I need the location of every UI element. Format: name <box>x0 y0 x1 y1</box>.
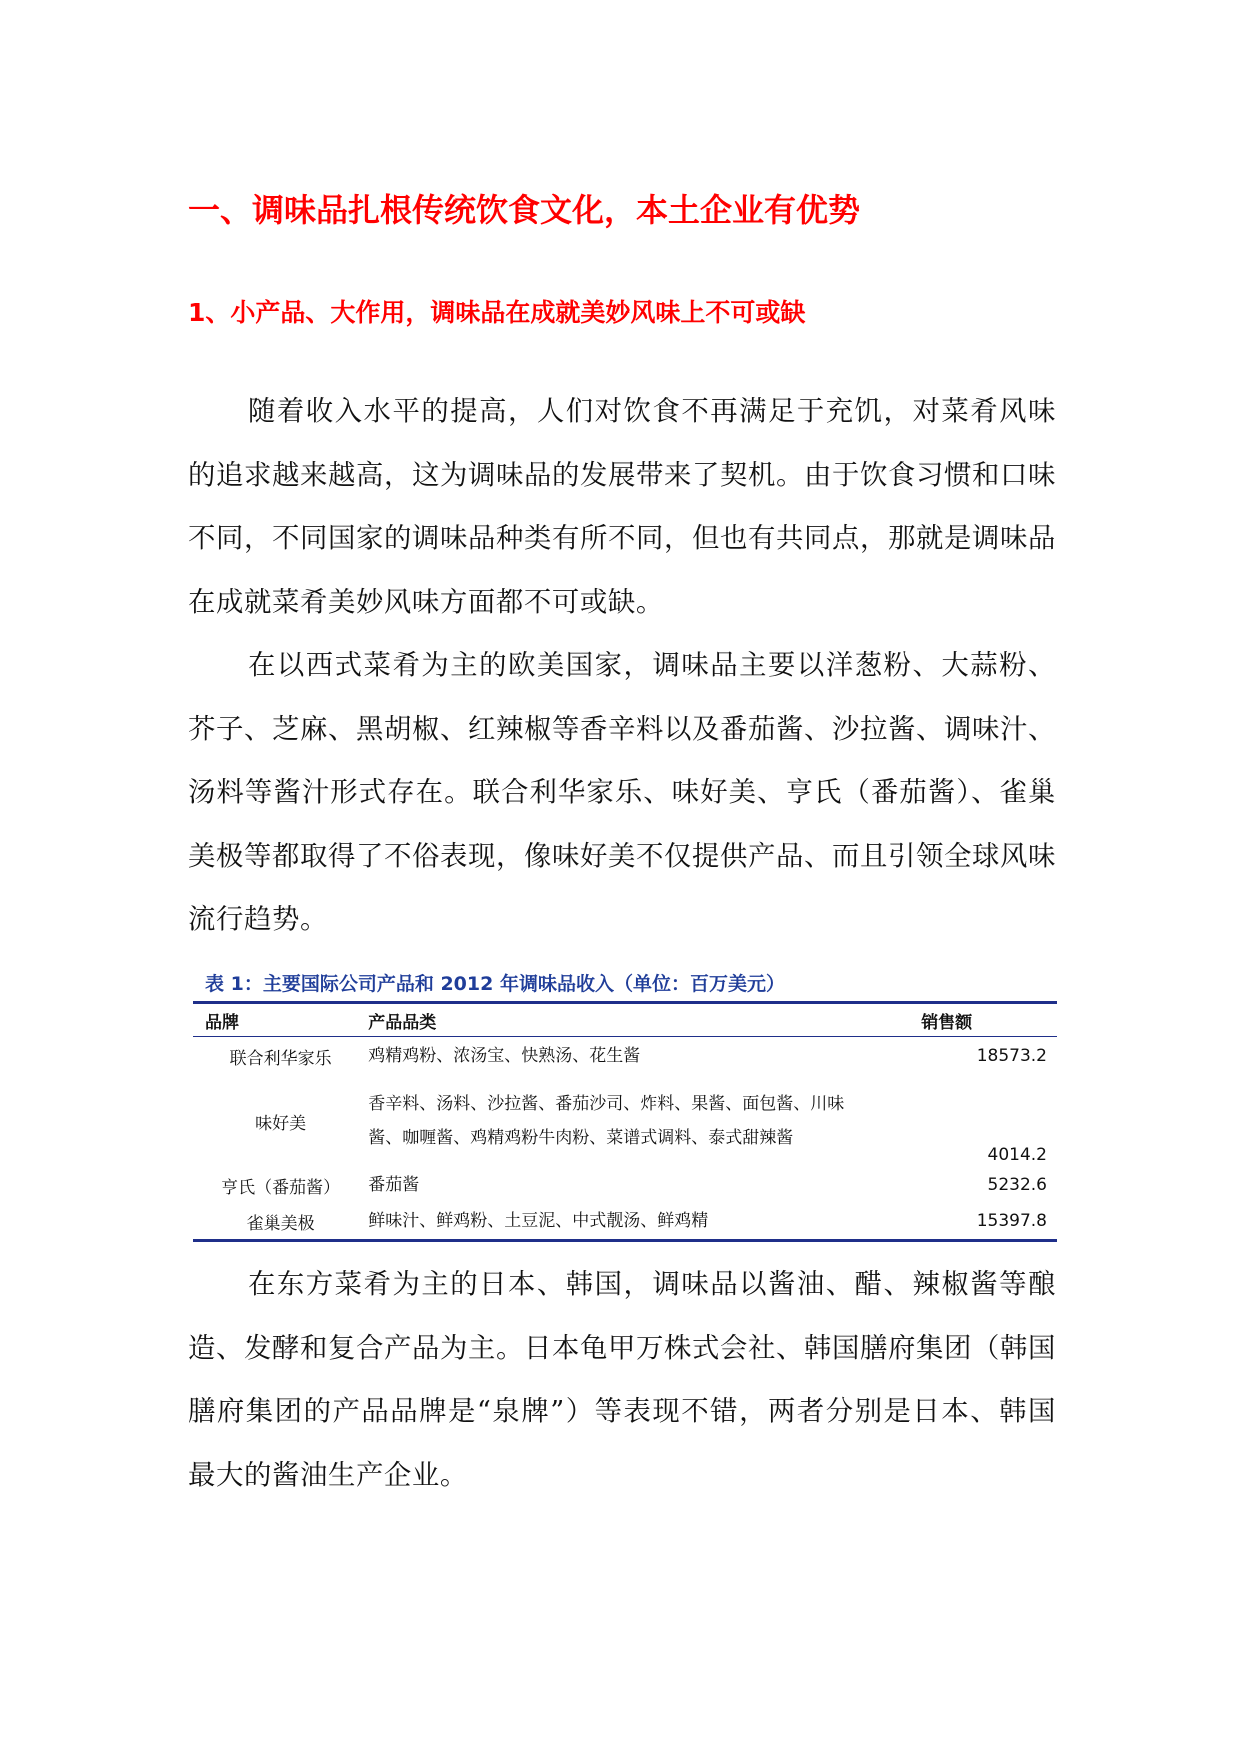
table-row <box>193 1167 1057 1203</box>
table-row <box>193 1075 1057 1167</box>
table-row <box>193 1037 1057 1076</box>
cell-brand: 味好美 <box>255 1113 307 1134</box>
table-caption: 表 1：主要国际公司产品和 2012 年调味品收入（单位：百万美元） <box>205 973 785 995</box>
table-header-row <box>193 1004 1057 1037</box>
cell-sales: 15397.8 <box>909 1203 1057 1241</box>
cell-category <box>368 1075 909 1167</box>
cell-sales: 5232.6 <box>987 1175 1047 1195</box>
header-category: 产品品类 <box>368 1004 909 1037</box>
cell-category: 鸡精鸡粉、浓汤宝、快熟汤、花生酱 <box>368 1046 641 1066</box>
cell-brand: 亨氏（番茄酱） <box>221 1177 341 1198</box>
cell-category-line: 酱、咖喱酱、鸡精鸡粉牛肉粉、菜谱式调料、泰式甜辣酱 <box>368 1128 794 1148</box>
cell-category-line: 香辛料、汤料、沙拉酱、番茄沙司、炸料、果酱、面包酱、川味 <box>368 1094 845 1114</box>
cell-category: 番茄酱 <box>368 1175 420 1195</box>
table-body <box>193 1004 1057 1242</box>
section-heading: 一、调味品扎根传统饮食文化，本土企业有优势 <box>188 191 861 229</box>
cell-brand: 联合利华家乐 <box>229 1048 332 1069</box>
cell-sales: 18573.2 <box>976 1046 1047 1066</box>
cell-brand: 雀巢美极 <box>193 1203 368 1241</box>
header-sales: 销售额 <box>909 1004 1057 1037</box>
subsection-heading: 1、小产品、大作用，调味品在成就美妙风味上不可或缺 <box>188 298 806 327</box>
cell-category: 鲜味汁、鲜鸡粉、土豆泥、中式靓汤、鲜鸡精 <box>368 1203 909 1241</box>
cell-sales: 4014.2 <box>987 1145 1047 1165</box>
paragraph-3: 在东方菜肴为主的日本、韩国，调味品以酱油、醋、辣椒酱等酿造、发酵和复合产品为主。日本龟甲万株式会社、韩国膳府集团（韩国膳府集团的产品品牌是“泉牌”）等表现不错，两者分别是日本、韩国最大的酱油生产企业。 <box>188 1269 1056 1491</box>
paragraph-1: 随着收入水平的提高，人们对饮食不再满足于充饥，对菜肴风味的追求越来越高，这为调味品的发展带来了契机。由于饮食习惯和口味不同，不同国家的调味品种类有所不同，但也有共同点，那就是调味品在成就菜肴美妙风味方面都不可或缺。 <box>188 396 1056 618</box>
revenue-table <box>193 970 1057 1242</box>
paragraph-2: 在以西式菜肴为主的欧美国家，调味品主要以洋葱粉、大蒜粉、芥子、芝麻、黑胡椒、红辣椒等香辛料以及番茄酱、沙拉酱、调味汁、汤料等酱汁形式存在。联合利华家乐、味好美、亨氏（番茄酱）、雀巢美极等都取得了不俗表现，像味好美不仅提供产品、而且引领全球风味流行趋势。 <box>188 650 1056 935</box>
header-brand: 品牌 <box>193 1004 368 1037</box>
table-row <box>193 1203 1057 1241</box>
